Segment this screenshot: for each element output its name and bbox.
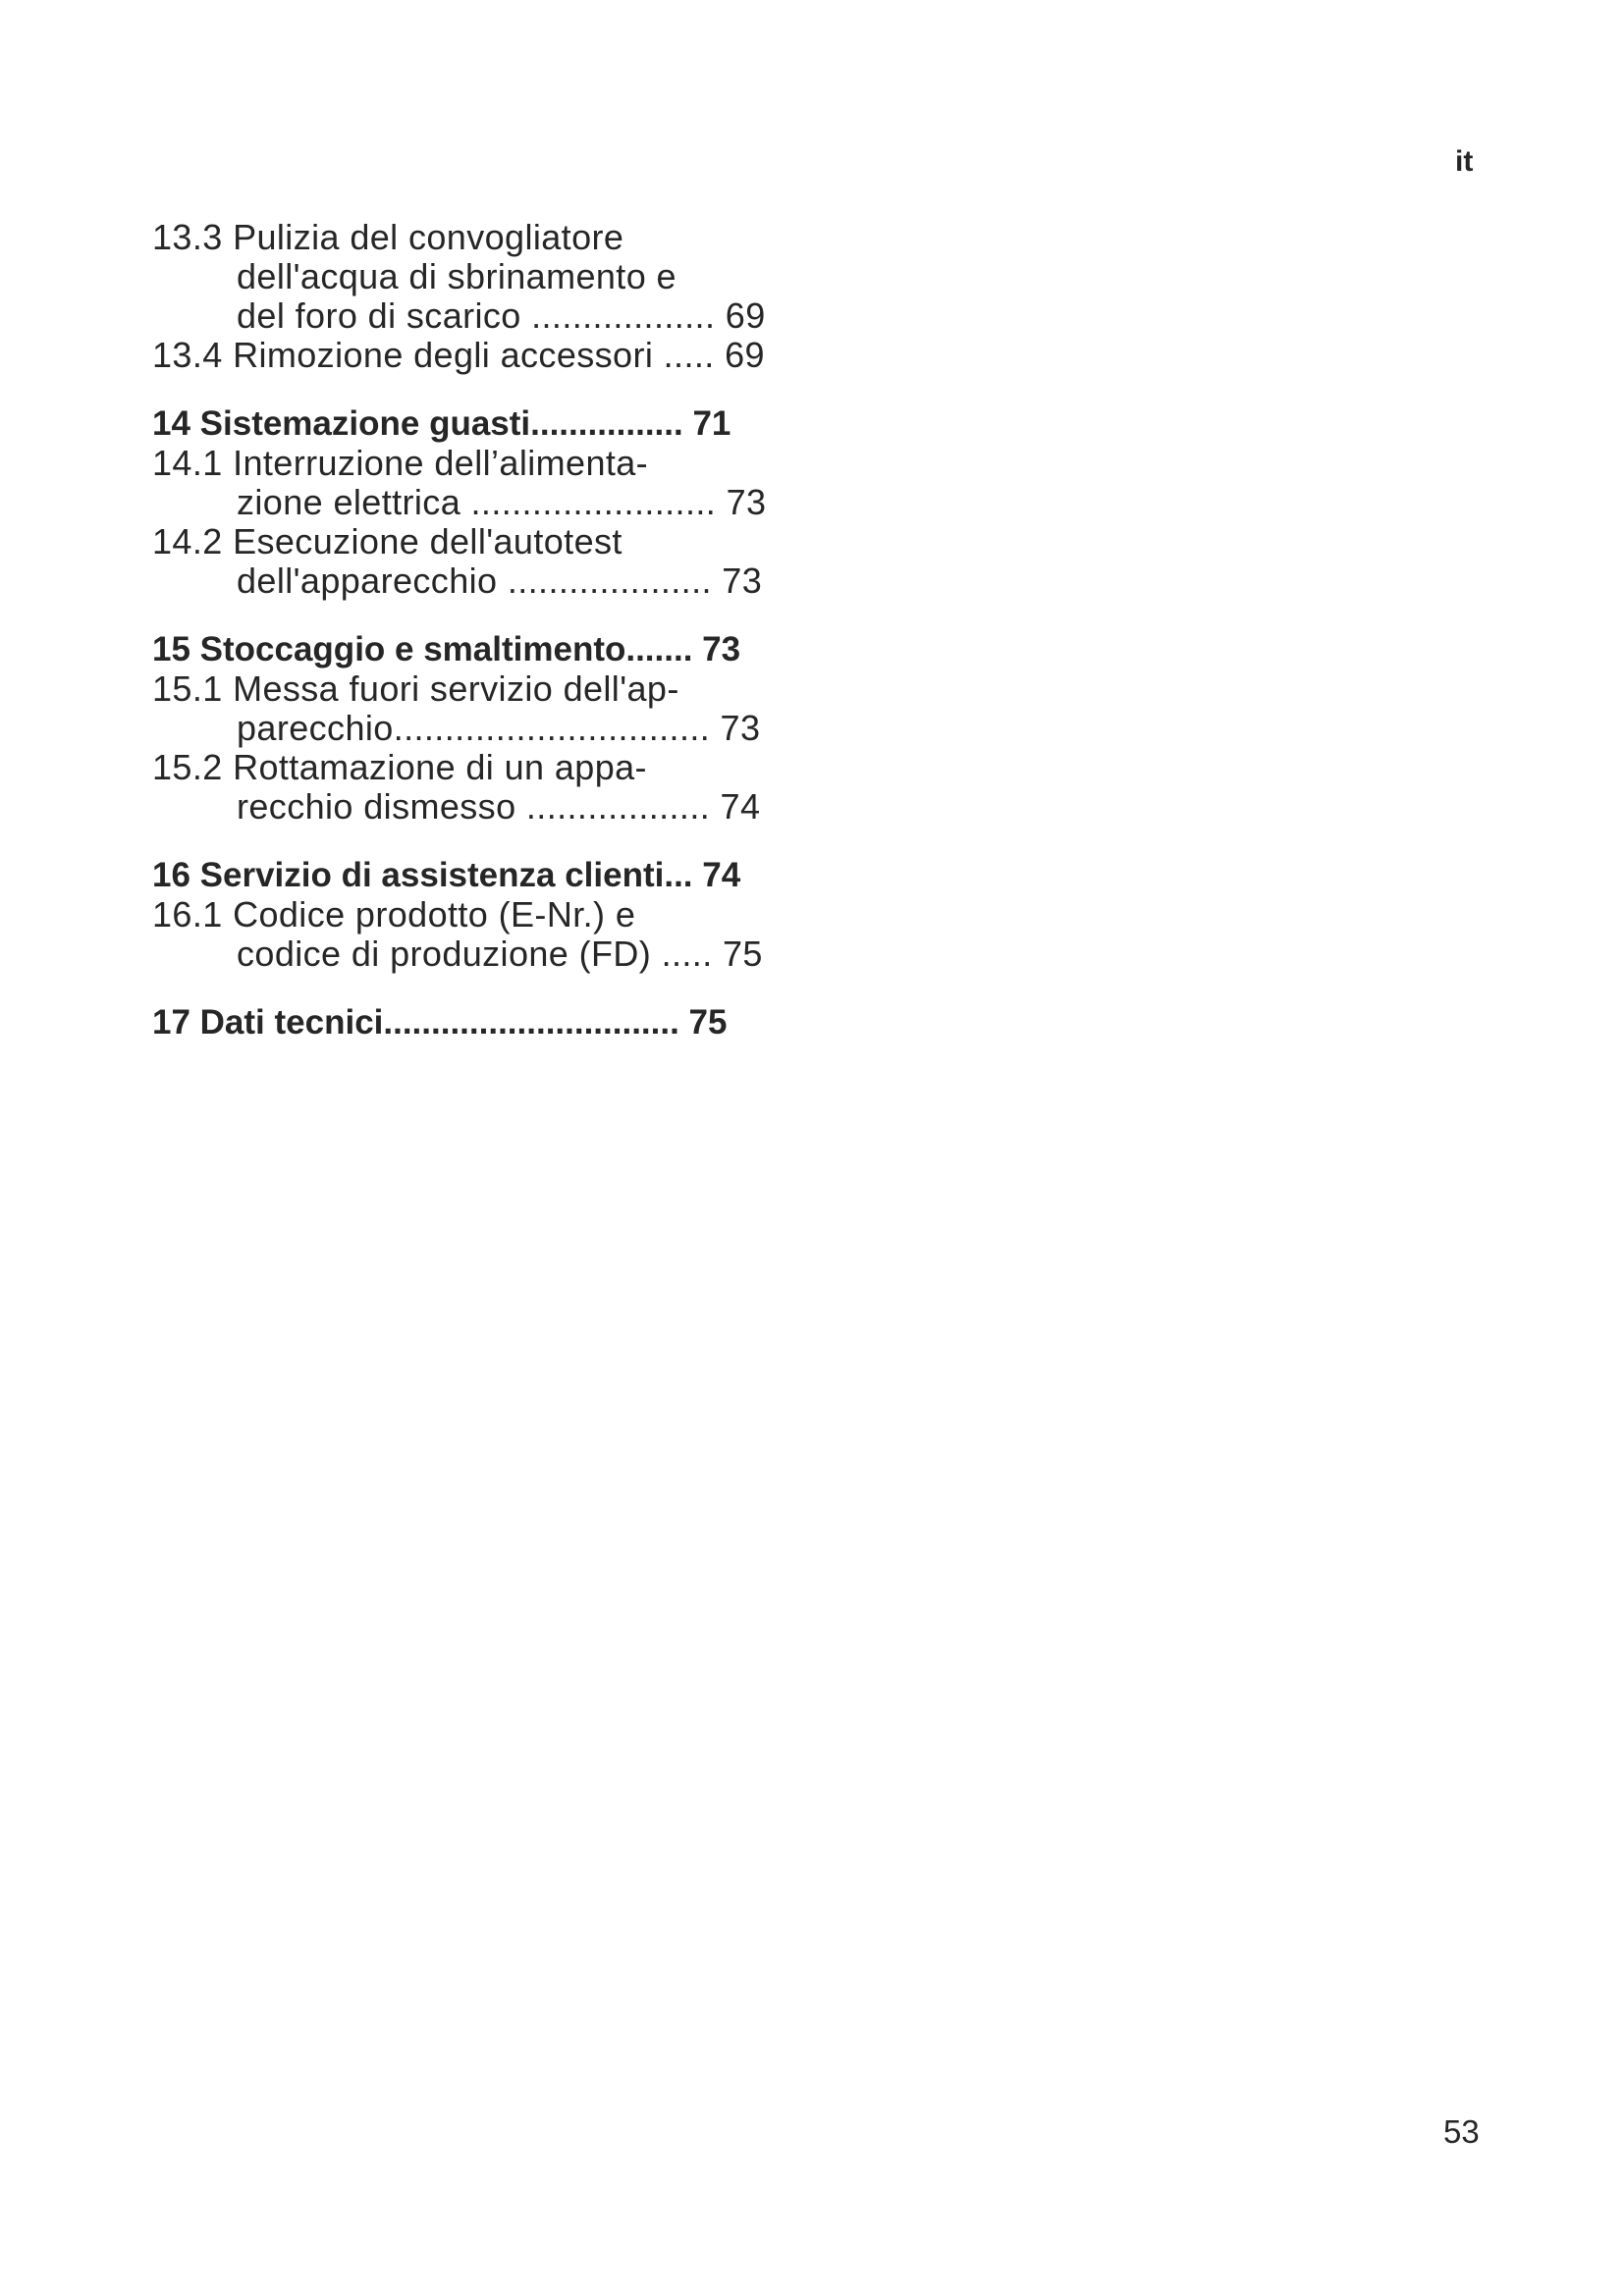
toc-chapter-line: 15 Stoccaggio e smaltimento....... 73	[152, 630, 741, 668]
toc-chapter-line: 17 Dati tecnici............................... 75	[152, 1003, 728, 1041]
toc-chapter-17[interactable]	[152, 1003, 800, 1042]
toc-entry-13-3[interactable]	[152, 218, 800, 336]
toc-entry-16-1[interactable]	[152, 895, 800, 974]
language-code: it	[1455, 145, 1474, 178]
table-of-contents	[152, 218, 800, 1042]
toc-entry-line: dell'apparecchio .................... 73	[237, 561, 763, 601]
toc-chapter-14[interactable]	[152, 404, 800, 444]
toc-entry-15-2[interactable]	[152, 748, 800, 827]
toc-entry-line: 14.2 Esecuzione dell'autotest	[152, 521, 623, 561]
toc-entry-14-1[interactable]	[152, 444, 800, 522]
toc-chapter-15[interactable]	[152, 630, 800, 669]
toc-entry-13-4[interactable]	[152, 336, 800, 375]
toc-entry-line: 13.4 Rimozione degli accessori ..... 69	[152, 335, 765, 375]
toc-entry-line: 15.2 Rottamazione di un appa-	[152, 747, 647, 787]
toc-chapter-line: 16 Servizio di assistenza clienti... 74	[152, 856, 741, 894]
toc-entry-line: dell'acqua di sbrinamento e	[237, 256, 677, 296]
toc-entry-line: codice di produzione (FD) ..... 75	[237, 934, 763, 974]
toc-entry-line: 15.1 Messa fuori servizio dell'ap-	[152, 668, 679, 709]
toc-entry-line: 14.1 Interruzione dell’alimenta-	[152, 443, 649, 483]
toc-entry-14-2[interactable]	[152, 522, 800, 601]
toc-entry-line: 13.3 Pulizia del convogliatore	[152, 217, 624, 257]
page-number: 53	[1443, 2113, 1480, 2150]
toc-entry-line: parecchio............................... 73	[237, 708, 761, 748]
toc-entry-line: zione elettrica ........................ 73	[237, 482, 767, 522]
toc-chapter-16[interactable]	[152, 856, 800, 895]
toc-chapter-line: 14 Sistemazione guasti................ 71	[152, 404, 731, 443]
toc-entry-line: 16.1 Codice prodotto (E-Nr.) e	[152, 894, 636, 934]
toc-entry-line: del foro di scarico .................. 69	[237, 295, 766, 336]
toc-entry-line: recchio dismesso .................. 74	[237, 786, 761, 827]
toc-entry-15-1[interactable]	[152, 669, 800, 748]
